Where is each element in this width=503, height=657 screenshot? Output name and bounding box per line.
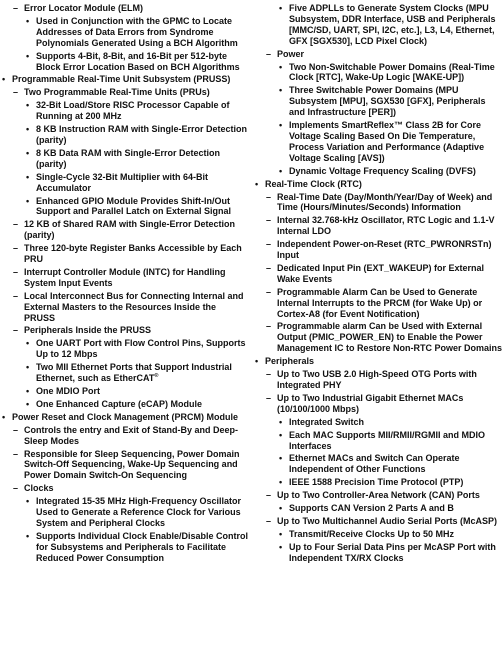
dash-icon: –	[13, 243, 19, 254]
bullet-icon: •	[279, 85, 283, 96]
dash-icon: –	[266, 321, 272, 332]
list-item	[253, 321, 503, 354]
bullet-icon: •	[279, 165, 283, 176]
list-item-text: 12 KB of Shared RAM with Single-Error Detection (parity)	[24, 219, 236, 241]
bullet-icon: •	[2, 74, 6, 85]
list-item-text: Two MII Ethernet Ports that Support Industrial Ethernet, such as EtherCAT	[36, 362, 232, 384]
list-item-text: Programmable alarm Can be Used with External Output (PMIC_POWER_EN) to Enable the Power Management IC to Restore Non-RTC Power Domains	[277, 321, 503, 354]
bullet-icon: •	[26, 171, 30, 182]
bullet-icon: •	[26, 496, 30, 507]
list-item-text: Five ADPLLs to Generate System Clocks (MPU Subsystem, DDR Interface, USB and Peripherals [MMC/SD, UART, SPI, I2C, etc.], L3, L4, Ethernet, GFX [SGX530], LCD Pixel Clock)	[289, 3, 496, 46]
list-item-text: Power	[277, 48, 305, 59]
bullet-icon: •	[279, 541, 283, 552]
list-item-text: Integrated Switch	[289, 416, 365, 427]
list-item	[0, 325, 249, 336]
list-item	[0, 425, 249, 447]
dash-icon: –	[13, 290, 19, 301]
bullet-icon: •	[279, 3, 283, 13]
list-item	[0, 74, 249, 85]
list-item-text: Two Non-Switchable Power Domains (Real-Time Clock [RTC], Wake-Up Logic [WAKE-UP])	[289, 61, 495, 83]
dash-icon: –	[266, 215, 272, 226]
list-item	[0, 386, 249, 397]
dash-icon: –	[266, 392, 272, 403]
list-item	[253, 417, 503, 428]
list-item	[0, 362, 249, 384]
bullet-icon: •	[255, 178, 259, 189]
list-item-text: Integrated 15-35 MHz High-Frequency Oscillator Used to Generate a Reference Clock for Various System and Peripheral Clocks	[36, 496, 242, 528]
list-item	[253, 430, 503, 452]
dash-icon: –	[13, 219, 19, 230]
list-item	[253, 49, 503, 60]
list-item-text: Peripherals	[265, 356, 315, 367]
list-item	[253, 215, 503, 237]
list-item-text: Programmable Real-Time Unit Subsystem (PRUSS)	[12, 74, 231, 85]
list-item-text: One Enhanced Capture (eCAP) Module	[36, 398, 203, 409]
bullet-icon: •	[279, 503, 283, 514]
list-item-text: IEEE 1588 Precision Time Protocol (PTP)	[289, 477, 464, 488]
bullet-icon: •	[279, 528, 283, 539]
list-item-text: Responsible for Sleep Sequencing, Power Domain Switch-Off Sequencing, Wake-Up Sequencing and Power Domain Switch-On Sequencing	[24, 448, 240, 481]
list-item	[0, 219, 249, 241]
list-item	[253, 179, 503, 190]
list-item	[253, 166, 503, 177]
list-item-text: Real-Time Date (Day/Month/Year/Day of Week) and Time (Hours/Minutes/Seconds) Information	[277, 191, 493, 213]
list-item	[0, 531, 249, 564]
bullet-icon: •	[26, 195, 30, 206]
list-item-text: Supports 4-Bit, 8-Bit, and 16-Bit per 512-byte Block Error Location Based on BCH Algorithms	[36, 50, 240, 72]
list-item-text: Dedicated Input Pin (EXT_WAKEUP) for External Wake Events	[277, 262, 485, 284]
dash-icon: –	[266, 48, 272, 59]
list-item	[253, 529, 503, 540]
right-column	[253, 3, 503, 566]
list-item-text: Each MAC Supports MII/RMII/RGMII and MDIO Interfaces	[289, 429, 486, 451]
dash-icon: –	[266, 490, 272, 501]
list-item-text: Transmit/Receive Clocks Up to 50 MHz	[289, 528, 455, 539]
bullet-icon: •	[26, 147, 30, 158]
dash-icon: –	[13, 483, 19, 494]
left-column	[0, 3, 249, 566]
bullet-icon: •	[26, 15, 30, 26]
list-item	[0, 124, 249, 146]
list-item	[253, 287, 503, 320]
list-item-text: Local Interconnect Bus for Connecting Internal and External Masters to the Resources Inside the PRUSS	[24, 290, 244, 323]
dash-icon: –	[266, 239, 272, 250]
dash-icon: –	[266, 515, 272, 526]
bullet-icon: •	[26, 124, 30, 135]
list-item-text: Ethernet MACs and Switch Can Operate Independent of Other Functions	[289, 453, 460, 475]
list-item-text: Up to Two Multichannel Audio Serial Ports (McASP)	[277, 515, 498, 526]
bullet-icon: •	[26, 338, 30, 349]
list-item-text: Implements SmartReflex™ Class 2B for Core Voltage Scaling Based On Die Temperature, Process Variation and Performance (Adaptive Voltage Scaling [AVS])	[289, 120, 485, 163]
list-item	[0, 87, 249, 98]
list-item-text: Dynamic Voltage Frequency Scaling (DVFS)	[289, 165, 476, 176]
list-item-text: Peripherals Inside the PRUSS	[24, 325, 152, 336]
list-item	[0, 267, 249, 289]
bullet-icon: •	[279, 453, 283, 464]
list-item-text: Up to Two Controller-Area Network (CAN) Ports	[277, 490, 480, 501]
list-item-text: Enhanced GPIO Module Provides Shift-In/Out Support and Parallel Latch on External Signal	[36, 195, 232, 217]
list-item	[0, 496, 249, 529]
list-item-text: One UART Port with Flow Control Pins, Supports Up to 12 Mbps	[36, 338, 246, 360]
dash-icon: –	[13, 424, 19, 435]
list-item	[253, 62, 503, 84]
list-item	[253, 85, 503, 118]
list-item-text: 8 KB Instruction RAM with Single-Error Detection (parity)	[36, 124, 248, 145]
list-item-text: Error Locator Module (ELM)	[24, 3, 143, 13]
list-item-text: Supports Individual Clock Enable/Disable Control for Subsystems and Peripherals to Facilitate Reduced Power Consumption	[36, 530, 249, 563]
bullet-icon: •	[26, 100, 30, 111]
list-item-text: 32-Bit Load/Store RISC Processor Capable of Running at 200 MHz	[36, 100, 230, 122]
list-item	[0, 196, 249, 218]
dash-icon: –	[13, 266, 19, 277]
bullet-icon: •	[26, 530, 30, 541]
list-item	[0, 483, 249, 494]
list-item-text: Single-Cycle 32-Bit Multiplier with 64-Bit Accumulator	[36, 171, 209, 193]
list-item-text: Used in Conjunction with the GPMC to Locate Addresses of Data Errors from Syndrome Polynomials Generated Using a BCH Algorithm	[36, 15, 238, 48]
registered-mark: ®	[154, 373, 159, 380]
list-item-text: Power Reset and Clock Management (PRCM) Module	[12, 411, 239, 422]
list-item	[0, 148, 249, 170]
bullet-icon: •	[2, 411, 6, 422]
list-item	[0, 243, 249, 265]
dash-icon: –	[266, 262, 272, 273]
list-item	[253, 453, 503, 475]
dash-icon: –	[13, 325, 19, 336]
list-item	[253, 192, 503, 214]
dash-icon: –	[266, 286, 272, 297]
list-item-text: Interrupt Controller Module (INTC) for Handling System Input Events	[24, 266, 226, 288]
list-item	[253, 239, 503, 261]
list-item-text: One MDIO Port	[36, 386, 101, 396]
list-item	[253, 477, 503, 488]
list-item	[253, 369, 503, 391]
list-item	[253, 542, 503, 564]
list-item	[0, 16, 249, 49]
bullet-icon: •	[26, 362, 30, 373]
list-item	[253, 356, 503, 367]
list-item-text: Internal 32.768-kHz Oscillator, RTC Logic and 1.1-V Internal LDO	[277, 215, 495, 237]
bullet-icon: •	[279, 429, 283, 440]
bullet-icon: •	[279, 120, 283, 131]
bullet-icon: •	[255, 356, 259, 367]
list-item	[0, 399, 249, 410]
bullet-icon: •	[279, 416, 283, 427]
list-item-text: Up to Two Industrial Gigabit Ethernet MACs (10/100/1000 Mbps)	[277, 392, 464, 414]
list-item	[0, 3, 249, 14]
list-item-text: Supports CAN Version 2 Parts A and B	[289, 503, 454, 514]
dash-icon: –	[13, 87, 19, 98]
list-item-text: Programmable Alarm Can be Used to Generate Internal Interrupts to the PRCM (for Wake Up) or Cortex-A8 (for Event Notification)	[277, 286, 483, 319]
list-item-text: Two Programmable Real-Time Units (PRUs)	[24, 87, 210, 98]
bullet-icon: •	[26, 398, 30, 409]
list-item	[0, 412, 249, 423]
list-item	[0, 338, 249, 360]
dash-icon: –	[266, 369, 272, 380]
bullet-icon: •	[279, 61, 283, 72]
list-item-text: Controls the entry and Exit of Stand-By and Deep-Sleep Modes	[24, 424, 239, 446]
list-item-text: Clocks	[24, 483, 54, 494]
list-item	[0, 172, 249, 194]
dash-icon: –	[13, 3, 19, 13]
dash-icon: –	[13, 448, 19, 459]
list-item	[0, 51, 249, 73]
list-item-text: 8 KB Data RAM with Single-Error Detection (parity)	[36, 147, 221, 169]
bullet-icon: •	[279, 477, 283, 488]
list-item	[0, 449, 249, 482]
list-item	[0, 291, 249, 324]
list-item	[253, 120, 503, 164]
list-item	[0, 100, 249, 122]
list-item-text: Real-Time Clock (RTC)	[265, 178, 362, 189]
bullet-icon: •	[26, 50, 30, 61]
list-item-text: Three Switchable Power Domains (MPU Subsystem [MPU], SGX530 [GFX], Peripherals and Infrastructure [PER])	[289, 85, 486, 118]
list-item-text: Up to Four Serial Data Pins per McASP Port with Independent TX/RX Clocks	[289, 541, 496, 563]
list-item	[253, 263, 503, 285]
list-item	[253, 516, 503, 527]
list-item-text: Up to Two USB 2.0 High-Speed OTG Ports with Integrated PHY	[277, 369, 477, 390]
list-item	[253, 490, 503, 501]
list-item-text: Independent Power-on-Reset (RTC_PWRONRSTn) Input	[277, 239, 492, 261]
bullet-icon: •	[26, 386, 30, 396]
list-item	[253, 393, 503, 415]
list-item-text: Three 120-byte Register Banks Accessible by Each PRU	[24, 243, 242, 265]
list-item	[253, 503, 503, 514]
list-item	[253, 3, 503, 47]
dash-icon: –	[266, 191, 272, 202]
